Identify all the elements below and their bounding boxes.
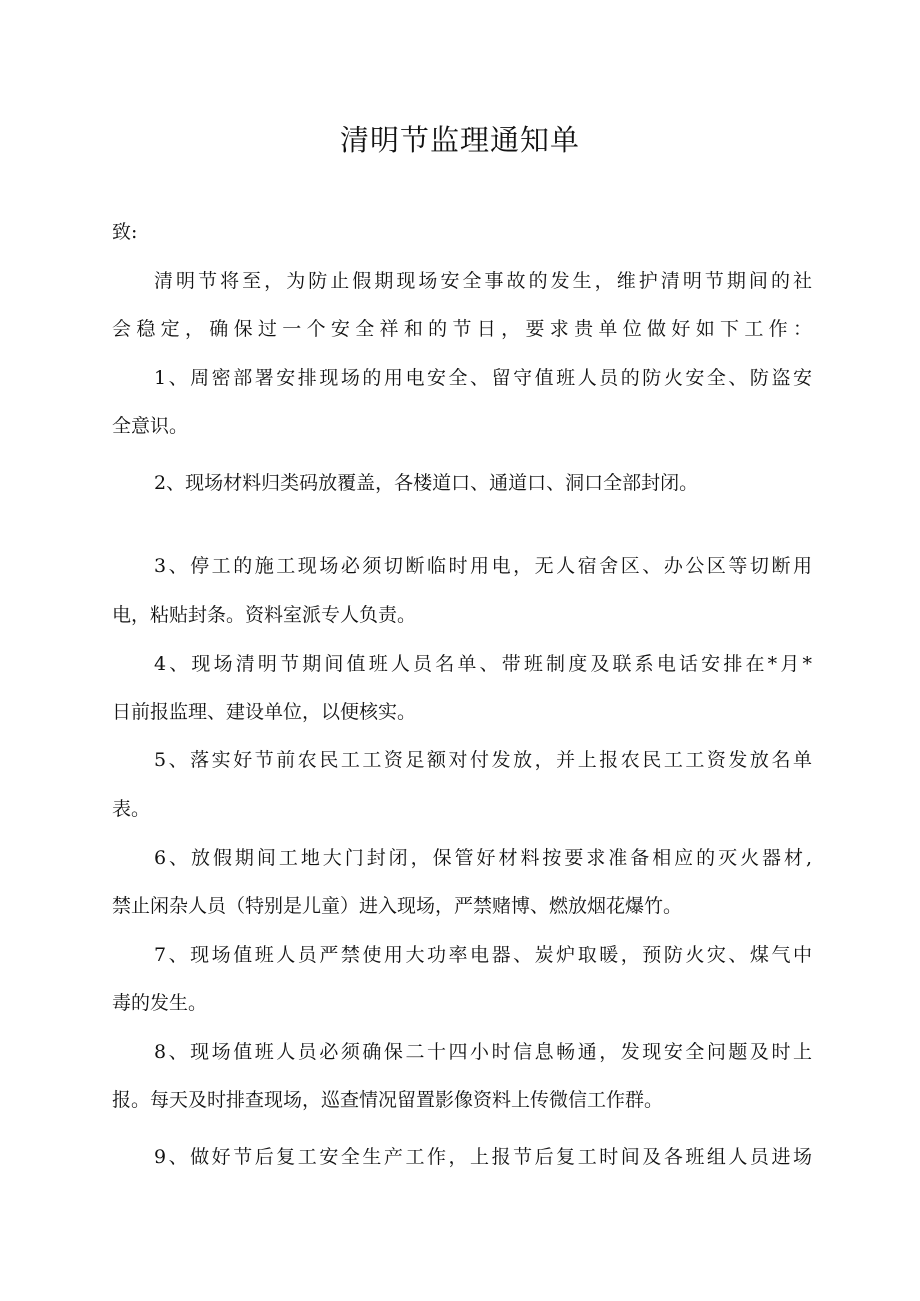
- text-line: 8、现场值班人员必须确保二十四小时信息畅通，发现安全问题及时上: [154, 1041, 812, 1063]
- text-line: 日前报监理、建设单位，以便核实。: [112, 701, 417, 723]
- text-line: 毒的发生。: [112, 992, 208, 1014]
- text-line: 会稳定，确保过一个安全祥和的节日，要求贵单位做好如下工作：: [112, 318, 812, 340]
- text-line: 1、周密部署安排现场的用电安全、留守值班人员的防火安全、防盗安: [154, 367, 812, 389]
- text-line: 7、现场值班人员严禁使用大功率电器、炭炉取暖，预防火灾、煤气中: [154, 944, 812, 966]
- text-line: 2、现场材料归类码放覆盖，各楼道口、通道口、洞口全部封闭。: [154, 472, 699, 494]
- text-line: 电，粘贴封条。资料室派专人负责。: [112, 604, 417, 626]
- text-line: 全意识。: [112, 415, 189, 437]
- text-line: 6、放假期间工地大门封闭，保管好材料按要求准备相应的灭火器材,: [154, 847, 812, 869]
- text-line: 4、现场清明节期间值班人员名单、带班制度及联系电话安排在*月*: [154, 653, 812, 675]
- document-title: 清明节监理通知单: [339, 123, 580, 157]
- text-line: 3、停工的施工现场必须切断临时用电，无人宿舍区、办公区等切断用: [154, 555, 812, 577]
- text-line: 5、落实好节前农民工工资足额对付发放，并上报农民工工资发放名单: [154, 749, 812, 771]
- text-line: 表。: [112, 798, 151, 820]
- salutation: 致:: [112, 221, 138, 243]
- text-line: 禁止闲杂人员（特别是儿童）进入现场，严禁赌博、燃放烟花爆竹。: [112, 895, 683, 917]
- text-line: 9、做好节后复工安全生产工作，上报节后复工时间及各班组人员进场: [154, 1146, 812, 1168]
- text-line: 清明节将至，为防止假期现场安全事故的发生，维护清明节期间的社: [154, 270, 812, 292]
- text-line: 报。每天及时排查现场，巡查情况留置影像资料上传微信工作群。: [112, 1089, 664, 1111]
